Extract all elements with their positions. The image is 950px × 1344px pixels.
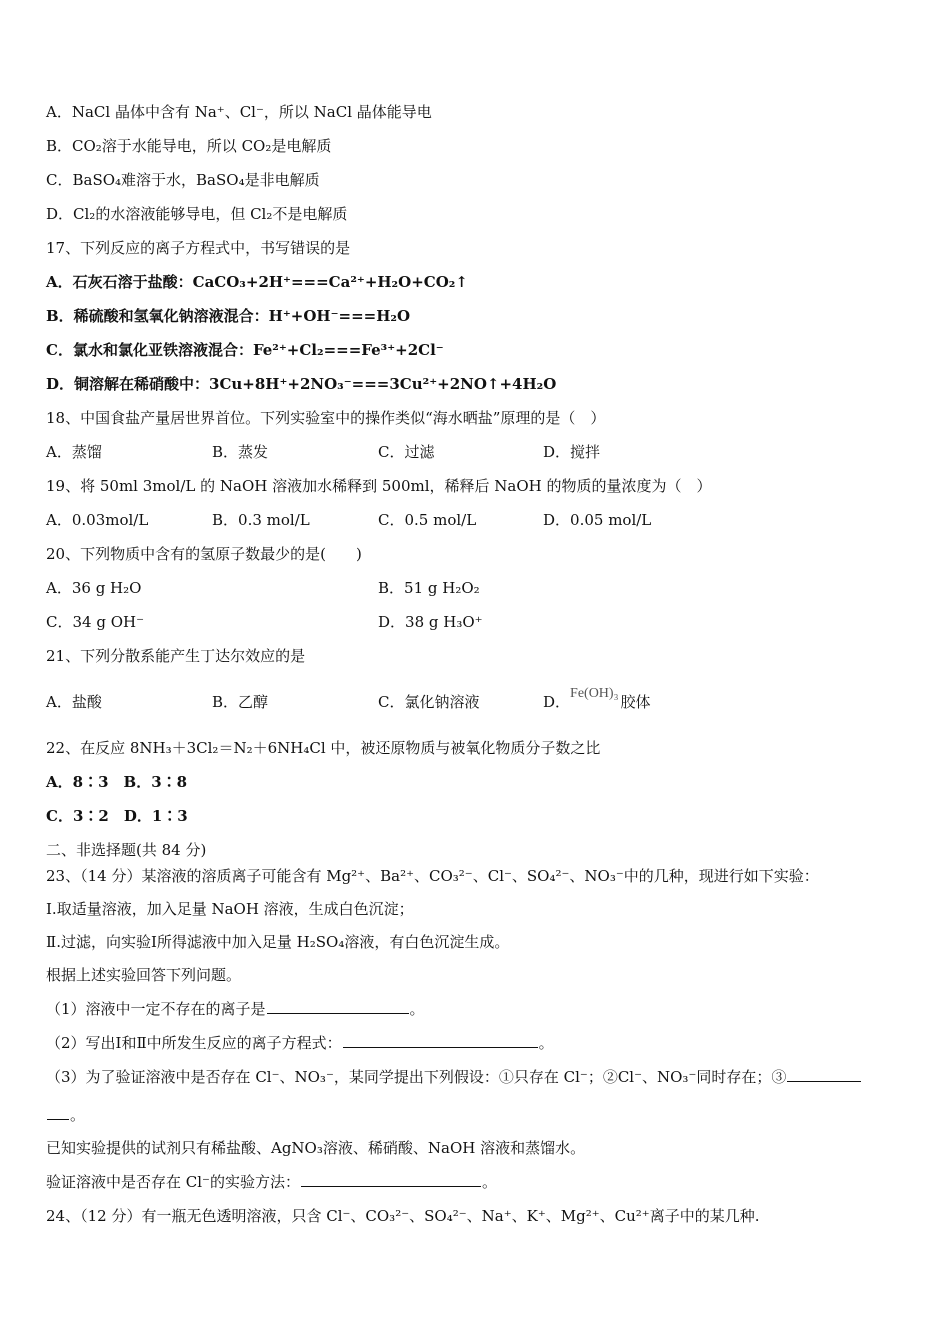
q23-part-1-text: （1）溶液中一定不存在的离子是: [46, 1000, 266, 1018]
q19-option-d: D．0.05 mol/L: [543, 511, 652, 529]
q23-part-3-text: （3）为了验证溶液中是否存在 Cl⁻、NO₃⁻，某同学提出下列假设：①只存在 Cl⁻；②Cl⁻、NO₃⁻同时存在；③: [46, 1068, 787, 1086]
q16-option-b: B．CO₂溶于水能导电，所以 CO₂是电解质: [46, 137, 332, 155]
q23-stem: 23、（14 分）某溶液的溶质离子可能含有 Mg²⁺、Ba²⁺、CO₃²⁻、Cl⁻、SO₄²⁻、NO₃⁻中的几种，现进行如下实验：: [46, 867, 819, 885]
q23-part-1-period: 。: [409, 1000, 425, 1018]
q17-option-b: B．稀硫酸和氢氧化钠溶液混合：H⁺+OH⁻===H₂O: [46, 307, 411, 325]
q19-option-c: C．0.5 mol/L: [378, 511, 477, 529]
q21-option-d-suffix: 胶体: [620, 693, 651, 711]
q23-step-1: Ⅰ.取适量溶液，加入足量 NaOH 溶液，生成白色沉淀；: [46, 900, 414, 918]
q23-intro: 根据上述实验回答下列问题。: [46, 966, 242, 984]
q23-part-3-continuation: [46, 1105, 85, 1125]
q23-part-2: [46, 1033, 554, 1053]
section-2-title: 二、非选择题(共 84 分): [46, 841, 207, 859]
q23-part-2-period: 。: [538, 1034, 554, 1052]
q21-option-b: B．乙醇: [212, 693, 269, 711]
q23-part-3-period: 。: [70, 1106, 86, 1124]
q18-option-d: D．搅拌: [543, 443, 601, 461]
q17-option-c: C．氯水和氯化亚铁溶液混合：Fe²⁺+Cl₂===Fe³⁺+2Cl⁻: [46, 341, 444, 359]
q19-option-a: A．0.03mol/L: [46, 511, 149, 529]
q21-option-d: [543, 686, 651, 714]
q16-option-c: C．BaSO₄难溶于水，BaSO₄是非电解质: [46, 171, 320, 189]
q16-option-d: D．Cl₂的水溶液能够导电，但 Cl₂不是电解质: [46, 205, 348, 223]
q23-method-blank[interactable]: [301, 1172, 481, 1187]
q18-option-a: A．蒸馏: [46, 443, 102, 461]
q23-part-2-blank[interactable]: [343, 1033, 538, 1048]
q20-option-d: D．38 g H₃O⁺: [378, 613, 483, 631]
q16-option-a: A．NaCl 晶体中含有 Na⁺、Cl⁻，所以 NaCl 晶体能导电: [46, 103, 432, 121]
q23-method-period: 。: [481, 1173, 497, 1191]
q17-option-d: D．铜溶解在稀硝酸中：3Cu+8H⁺+2NO₃⁻===3Cu²⁺+2NO↑+4H₂O: [46, 375, 557, 393]
q23-method: [46, 1172, 497, 1192]
q23-reagents: 已知实验提供的试剂只有稀盐酸、AgNO₃溶液、稀硝酸、NaOH 溶液和蒸馏水。: [46, 1139, 586, 1157]
q21-option-d-prefix: D．: [543, 693, 571, 711]
q21-stem: 21、下列分散系能产生丁达尔效应的是: [46, 647, 306, 665]
q23-part-3-blank[interactable]: [787, 1067, 861, 1082]
q23-part-2-text: （2）写出Ⅰ和Ⅱ中所发生反应的离子方程式：: [46, 1034, 342, 1052]
q17-stem: 17、下列反应的离子方程式中，书写错误的是: [46, 239, 351, 257]
q23-method-text: 验证溶液中是否存在 Cl⁻的实验方法：: [46, 1173, 300, 1191]
q22-stem: 22、在反应 8NH₃＋3Cl₂＝N₂＋6NH₄Cl 中，被还原物质与被氧化物质分子数之比: [46, 739, 601, 757]
q23-part-1: [46, 999, 425, 1019]
q17-option-a: A．石灰石溶于盐酸：CaCO₃+2H⁺===Ca²⁺+H₂O+CO₂↑: [46, 273, 468, 291]
q18-stem: 18、中国食盐产量居世界首位。下列实验室中的操作类似“海水晒盐”原理的是（ ）: [46, 409, 606, 427]
q22-options-ab: A．8∶3 B．3∶8: [46, 773, 188, 791]
q19-stem: 19、将 50ml 3mol/L 的 NaOH 溶液加水稀释到 500ml，稀释后 NaOH 的物质的量浓度为（ ）: [46, 477, 712, 495]
q24-stem: 24、（12 分）有一瓶无色透明溶液，只含 Cl⁻、CO₃²⁻、SO₄²⁻、Na⁺、K⁺、Mg²⁺、Cu²⁺离子中的某几种.: [46, 1207, 760, 1225]
q18-option-b: B．蒸发: [212, 443, 269, 461]
q21-option-c: C．氯化钠溶液: [378, 693, 480, 711]
fe-oh3-formula: Fe(OH)₃: [570, 686, 619, 701]
q21-option-a: A．盐酸: [46, 693, 102, 711]
q18-option-c: C．过滤: [378, 443, 435, 461]
q20-option-c: C．34 g OH⁻: [46, 613, 144, 631]
q19-option-b: B．0.3 mol/L: [212, 511, 310, 529]
q23-part-3: [46, 1067, 862, 1087]
q23-part-1-blank[interactable]: [267, 999, 409, 1014]
q22-options-cd: C．3∶2 D．1∶3: [46, 807, 188, 825]
q20-option-a: A．36 g H₂O: [46, 579, 142, 597]
q23-step-2: Ⅱ.过滤，向实验Ⅰ所得滤液中加入足量 H₂SO₄溶液，有白色沉淀生成。: [46, 933, 510, 951]
q20-option-b: B．51 g H₂O₂: [378, 579, 480, 597]
q20-stem: 20、下列物质中含有的氢原子数最少的是( ): [46, 545, 362, 563]
q23-part-3-blank-cont[interactable]: [47, 1105, 69, 1120]
